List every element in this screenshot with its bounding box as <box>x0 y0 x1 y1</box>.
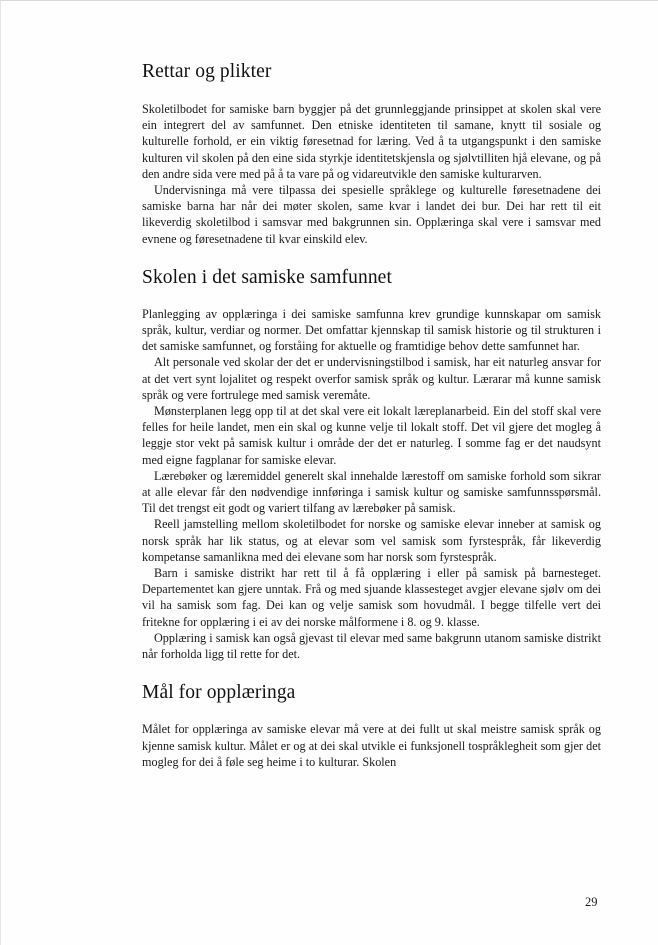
paragraph: Barn i samiske distrikt har rett til å få opplæring i eller på samisk på barnesteget. Departementet kan gjere unntak. Frå og med sjuande klassesteget avgjer elevane sjølv om dei vil ha samisk som fag. Dei kan og velje samisk som hovudmål. I begge tilfelle vert dei fritekne for opplæring i ei av dei norske målformene i 8. og 9. klasse. <box>142 566 601 629</box>
paragraph: Reell jamstelling mellom skoletilbodet for norske og samiske elevar inneber at samisk og norsk språk har lik status, og at elevar som vel samisk som fyrstespråk, får likeverdig kompetanse samanlikna med dei elevane som har norsk som fyrstespråk. <box>142 517 601 564</box>
page-content <box>142 59 601 770</box>
paragraph: Målet for opplæringa av samiske elevar må vere at dei fullt ut skal meistre samisk språk og kjenne samisk kultur. Målet er og at dei skal utvikle ei funksjonell tospråklegheit som gjer det mogleg for dei å føle seg heime i to kulturar. Skolen <box>142 722 601 769</box>
paragraph: Undervisninga må vere tilpassa dei spesielle språklege og kulturelle føresetnadene dei samiske barna har når dei møter skolen, same kvar i landet dei bur. Dei har rett til eit likeverdig skoletilbod i samsvar med bakgrunnen sin. Opplæringa skal vere i samsvar med evnene og føresetnadene til kvar einskild elev. <box>142 183 601 246</box>
paragraph: Lærebøker og læremiddel generelt skal innehalde lærestoff om samiske forhold som sikrar at alle elevar får den nødvendige innføringa i samisk kultur og samiske samfunnsspørsmål. Til det trengst eit godt og variert tilfang av lærebøker på samisk. <box>142 468 601 516</box>
paragraph: Alt personale ved skolar der det er undervisningstilbod i samisk, har eit naturleg ansvar for at det vert synt lojalitet og respekt overfor samisk språk og kultur. Lærarar må kunne samisk språk og vere fortrulege med samisk veremåte. <box>142 355 601 402</box>
section-heading-rettar-og-plikter: Rettar og plikter <box>142 61 272 82</box>
paragraph: Opplæring i samisk kan også gjevast til elevar med same bakgrunn utanom samiske distrikt når forholda ligg til rette for det. <box>142 630 601 662</box>
section-heading-mal-for-opplaeringa: Mål for opplæringa <box>142 682 296 704</box>
section-heading-skolen-i-det-samiske-samfunnet: Skolen i det samiske samfunnet <box>142 266 392 288</box>
paragraph: Planlegging av opplæringa i dei samiske samfunna krev grundige kunnskapar om samisk språk, kultur, verdiar og normer. Det omfattar kjennskap til samisk historie og til strukturen i det samiske samfunnet, og forståing for aktuelle og framtidige behov dette samfunnet har. <box>142 306 601 354</box>
paragraph: Mønsterplanen legg opp til at det skal vere eit lokalt læreplanarbeid. Ein del stoff skal vere felles for heile landet, men ein skal og kunne velje til lokalt stoff. Det vil gjere det mogleg å leggje stor vekt på samisk kultur i område der det er naturleg. I somme fag er det naudsynt med eigne fagplanar for samiske elevar. <box>142 404 601 467</box>
paragraph: Skoletilbodet for samiske barn byggjer på det grunnleggjande prinsippet at skolen skal vere ein integrert del av samfunnet. Den etniske identiteten til samane, knytt til sosiale og kulturelle forhold, er ein viktig føresetnad for læring. Ved å ta utgangspunkt i den samiske kulturen vil skolen på den eine sida styrkje identitetskjensla og sjølvtilliten hjå elevane, og på den andre sida vere med på å ta vare på og vidareutvikle den samiske kulturarven. <box>142 102 601 181</box>
page-number: 29 <box>585 895 598 909</box>
